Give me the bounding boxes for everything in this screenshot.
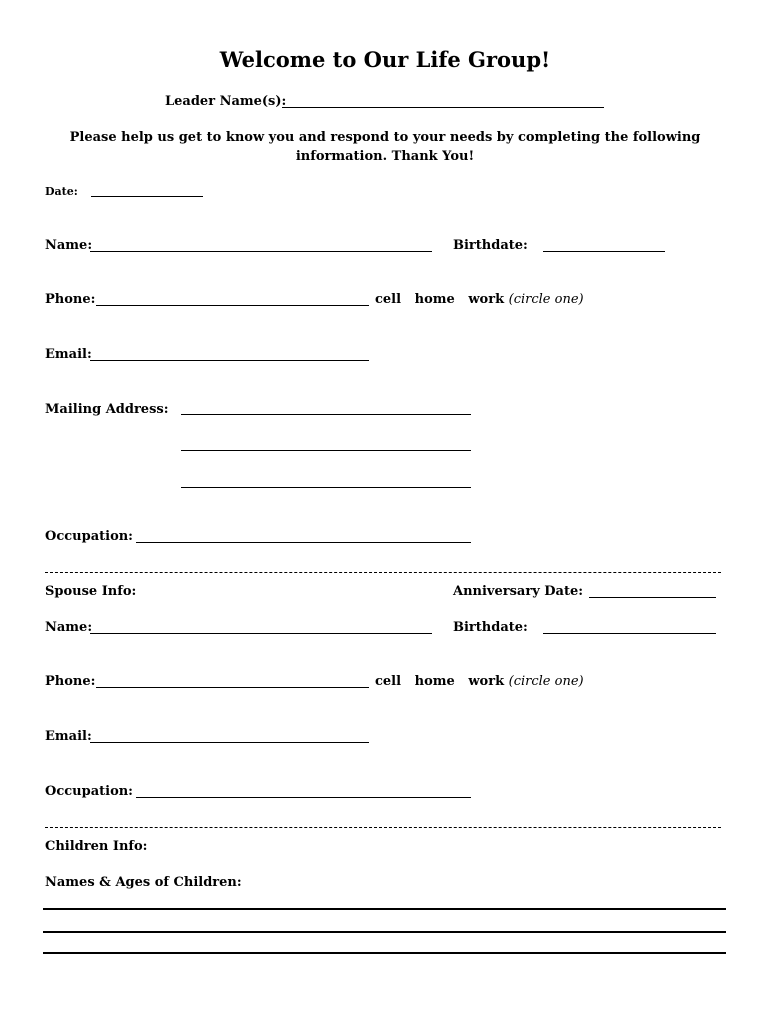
spouse-name-field[interactable] <box>90 633 432 634</box>
spouse-birthdate-field[interactable] <box>543 633 716 634</box>
phone-type-text[interactable]: cell home work <box>375 292 505 307</box>
occupation-field[interactable] <box>136 542 471 543</box>
phone-type-options[interactable] <box>375 292 584 307</box>
children-line2[interactable] <box>43 931 726 933</box>
spouse-name-label: Name: <box>45 620 93 635</box>
mailing-address-line3[interactable] <box>181 487 471 488</box>
spouse-occupation-field[interactable] <box>136 797 471 798</box>
anniversary-date-label: Anniversary Date: <box>453 584 584 599</box>
email-label: Email: <box>45 347 92 362</box>
anniversary-date-field[interactable] <box>589 597 716 598</box>
children-info-heading: Children Info: <box>45 839 148 854</box>
leader-name-label: Leader Name(s): <box>165 94 287 109</box>
spouse-info-heading: Spouse Info: <box>45 584 137 599</box>
spouse-circle-one-note: (circle one) <box>508 674 584 689</box>
section-divider <box>45 827 721 828</box>
mailing-address-line2[interactable] <box>181 450 471 451</box>
spouse-email-label: Email: <box>45 729 92 744</box>
children-line1[interactable] <box>43 908 726 910</box>
intro-text-line1: Please help us get to know you and respond to your needs by completing the following <box>69 130 701 145</box>
spouse-phone-label: Phone: <box>45 674 96 689</box>
section-divider <box>45 572 721 573</box>
phone-field[interactable] <box>96 305 369 306</box>
circle-one-note: (circle one) <box>508 292 584 307</box>
name-field[interactable] <box>90 251 432 252</box>
spouse-phone-type-text[interactable]: cell home work <box>375 674 505 689</box>
birthdate-label: Birthdate: <box>453 238 528 253</box>
mailing-address-label: Mailing Address: <box>45 402 169 417</box>
birthdate-field[interactable] <box>543 251 665 252</box>
spouse-phone-type-options[interactable] <box>375 674 584 689</box>
email-field[interactable] <box>90 360 369 361</box>
mailing-address-line1[interactable] <box>181 414 471 415</box>
children-line3[interactable] <box>43 952 726 954</box>
form-title: Welcome to Our Life Group! <box>219 47 551 72</box>
name-label: Name: <box>45 238 93 253</box>
spouse-birthdate-label: Birthdate: <box>453 620 528 635</box>
occupation-label: Occupation: <box>45 529 133 544</box>
phone-label: Phone: <box>45 292 96 307</box>
leader-name-field[interactable] <box>282 107 604 108</box>
intro-text-line2: information. Thank You! <box>295 149 475 164</box>
spouse-phone-field[interactable] <box>96 687 369 688</box>
children-names-ages-label: Names & Ages of Children: <box>45 875 242 890</box>
spouse-email-field[interactable] <box>90 742 369 743</box>
spouse-occupation-label: Occupation: <box>45 784 133 799</box>
date-field[interactable] <box>91 196 203 197</box>
date-label: Date: <box>45 185 78 198</box>
